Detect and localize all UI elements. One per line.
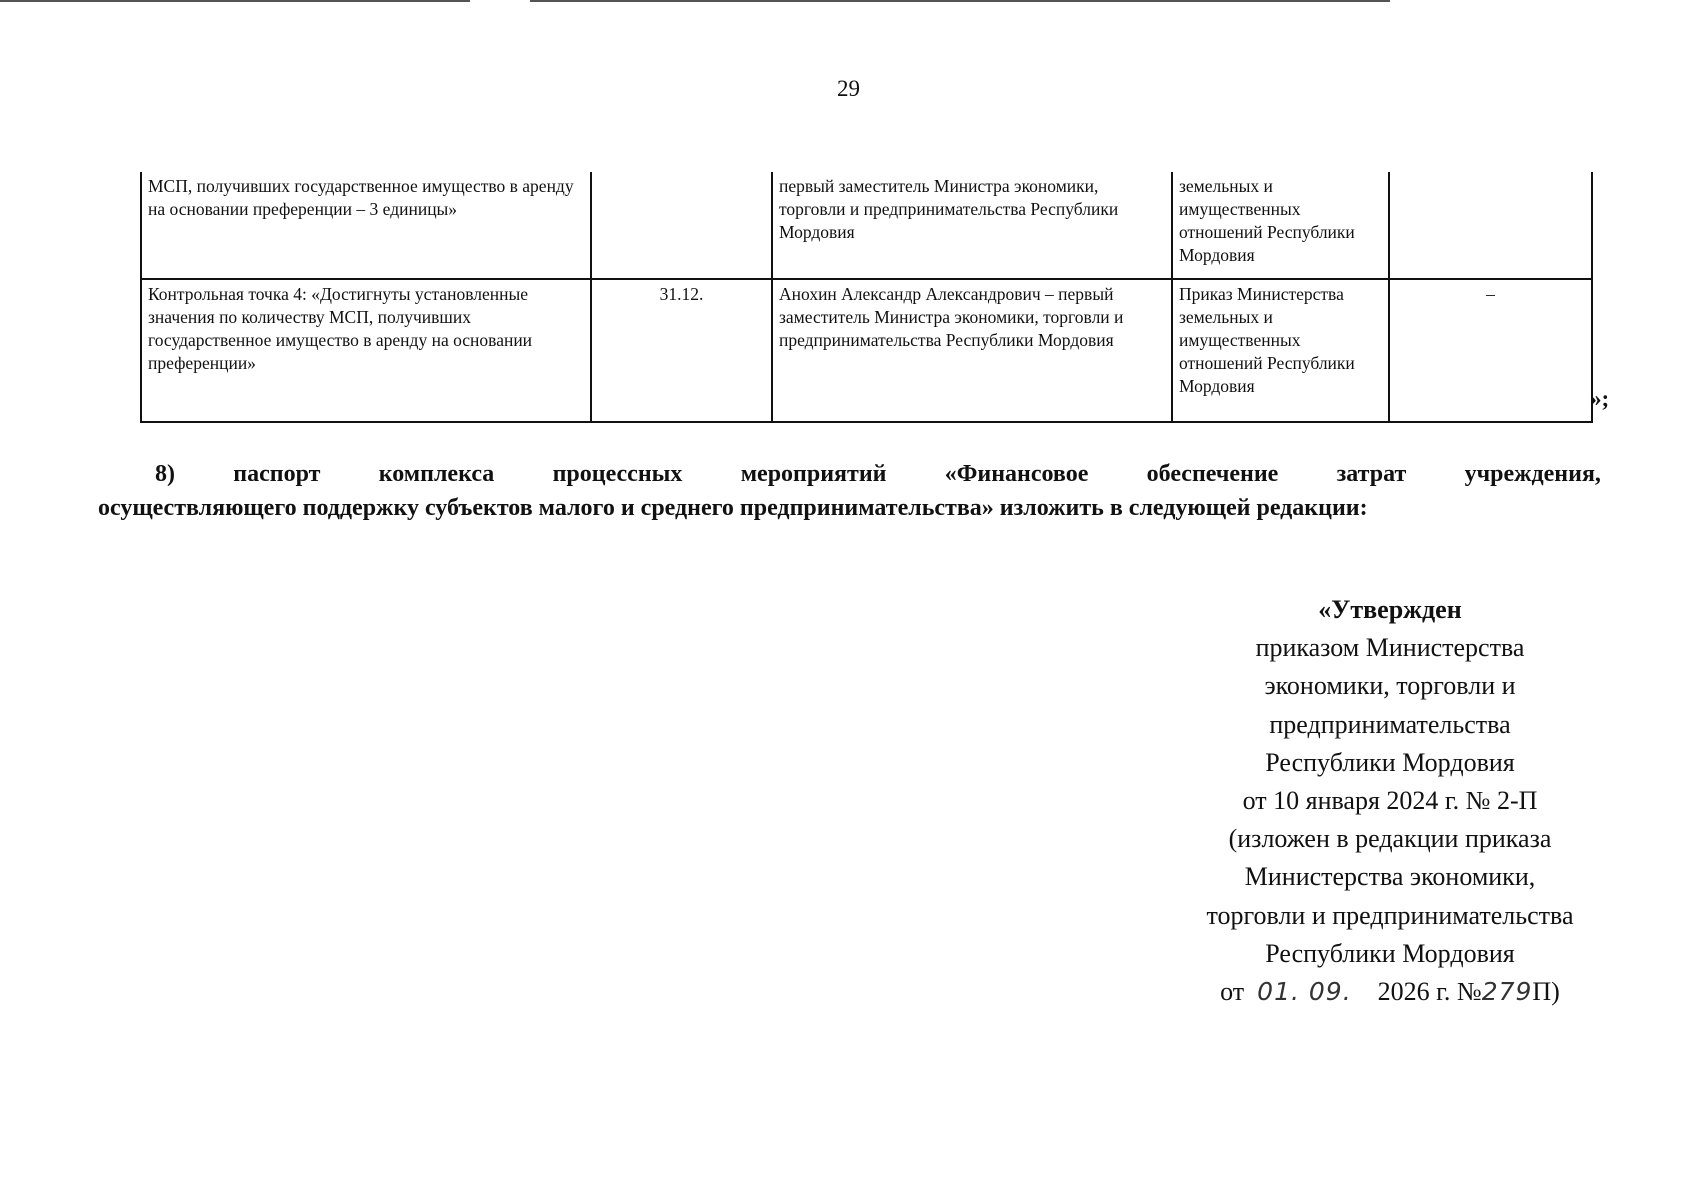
paragraph-word: «Финансовое [944, 461, 1089, 487]
table-cell: земельных и имущественных отношений Республики Мордовия [1172, 172, 1389, 279]
item-line-2: осуществляющего поддержку субъектов малого и среднего предпринимательства» изложить в следующей редакции: [98, 495, 1368, 521]
closing-quote: »; [1590, 386, 1610, 411]
table-cell: Приказ Министерства земельных и имущественных отношений Республики Мордовия [1172, 279, 1389, 422]
scan-border-line [530, 0, 1390, 2]
paragraph-word: процессных [552, 461, 683, 487]
approval-title: «Утвержден [1318, 595, 1462, 624]
paragraph-word: комплекса [378, 461, 495, 487]
table-cell [591, 172, 772, 279]
approval-line: Республики Мордовия [1265, 938, 1515, 968]
page-number: 29 [837, 76, 860, 101]
paragraph-word: 8) [155, 461, 175, 487]
approval-line: экономики, торговли и [1264, 671, 1516, 701]
approval-line: Министерства экономики, [1244, 862, 1536, 892]
approval-line: торговли и предпринимательства [1206, 900, 1574, 930]
approval-stamp-block [1130, 591, 1650, 1011]
date-year: 2026 г. № [1377, 977, 1482, 1007]
table-row [141, 172, 1592, 279]
approval-line: приказом Министерства [1255, 633, 1525, 663]
table-cell: Анохин Александр Александрович – первый заместитель Министра экономики, торговли и предпринимательства Республики Мордовия [772, 279, 1172, 422]
item-line-1 [98, 457, 1601, 491]
date-prefix: от [1220, 977, 1245, 1007]
table-cell: Контрольная точка 4: «Достигнуты установленные значения по количеству МСП, получивших государственное имущество в аренду на основании преференции» [141, 279, 591, 422]
measures-table [140, 172, 1593, 423]
handwritten-date: 01. 09. [1257, 977, 1352, 1007]
handwritten-number: 279 [1481, 977, 1533, 1007]
table-row [141, 279, 1592, 422]
table-cell: 31.12. [591, 279, 772, 422]
table-cell: – [1389, 279, 1592, 422]
paragraph-word: обеспечение [1146, 461, 1279, 487]
paragraph-word: мероприятий [740, 461, 887, 487]
approval-date-line [1130, 973, 1650, 1011]
table-cell: первый заместитель Министра экономики, торговли и предпринимательства Республики Мордовия [772, 172, 1172, 279]
approval-line: предпринимательства [1269, 709, 1511, 739]
paragraph-word: паспорт [233, 461, 321, 487]
table-cell: МСП, получивших государственное имущество в аренду на основании преференции – 3 единицы» [141, 172, 591, 279]
approval-line: (изложен в редакции приказа [1228, 824, 1552, 854]
paragraph-word: учреждения, [1464, 461, 1601, 487]
item-paragraph [98, 457, 1601, 525]
table-cell [1389, 172, 1592, 279]
date-suffix: П) [1532, 977, 1560, 1007]
scan-border-line [0, 0, 470, 2]
approval-line: от 10 января 2024 г. № 2-П [1242, 786, 1538, 816]
paragraph-word: затрат [1336, 461, 1407, 487]
approval-line: Республики Мордовия [1265, 747, 1515, 777]
